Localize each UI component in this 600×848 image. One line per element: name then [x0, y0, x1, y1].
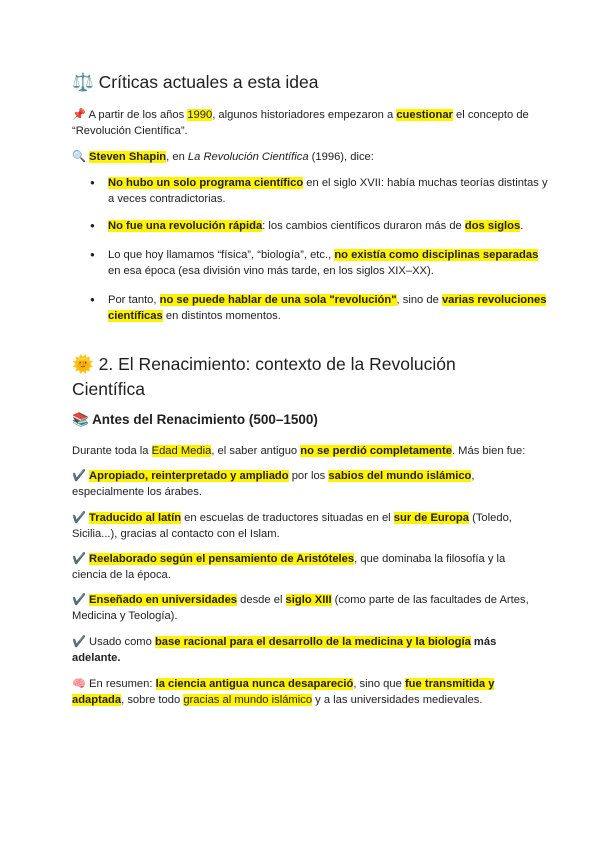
check-icon: ✔️: [72, 552, 86, 565]
highlight: sur de Europa: [393, 512, 469, 524]
highlight: Edad Media: [151, 445, 212, 457]
text: , que dominaba la filosofía y la ciencia de la época.: [72, 553, 506, 581]
highlight: Enseñado en universidades: [89, 594, 238, 606]
text: y a las universidades medievales.: [312, 694, 483, 706]
highlight: fue transmitida y adaptada: [72, 678, 495, 706]
text: (Toledo, Sicilia...), gracias al contacto con el Islam.: [72, 512, 512, 540]
text: , sino que: [353, 678, 405, 690]
text: el concepto de “Revolución Científica”.: [72, 109, 529, 137]
text: , sobre todo: [121, 694, 184, 706]
highlight: base racional para el desarrollo de la medicina y la biología: [154, 636, 471, 648]
text: , en: [166, 151, 188, 163]
text: , algunos historiadores empezaron a: [212, 109, 397, 121]
highlight-cuestionar: cuestionar: [396, 109, 453, 121]
highlight: siglo XIII: [285, 594, 332, 606]
highlight: Traducido al latín: [89, 512, 182, 524]
books-icon: 📚: [72, 412, 89, 428]
text: : los cambios científicos duraron más de: [262, 220, 465, 232]
paragraph-summary: [72, 676, 532, 708]
balance-scale-icon: ⚖️: [72, 73, 94, 93]
paragraph-shapin: [72, 149, 532, 165]
subsection-heading: [72, 411, 532, 429]
paragraph-edad-media: [72, 443, 532, 459]
check-icon: ✔️: [72, 469, 86, 482]
highlight: la ciencia antigua nunca desapareció: [155, 678, 354, 690]
text: en el siglo XVII: había muchas teorías distintas y a veces contradictorias.: [108, 177, 548, 205]
text: Durante toda la: [72, 445, 152, 457]
highlight: gracias al mundo islámico: [183, 694, 313, 706]
text: en distintos momentos.: [162, 310, 281, 322]
brain-icon: 🧠: [72, 677, 86, 690]
check-item: [72, 592, 532, 624]
pushpin-icon: 📌: [72, 108, 86, 121]
highlight-year: 1990: [187, 109, 213, 121]
text: Usado como: [85, 636, 155, 648]
list-item: [72, 218, 548, 234]
highlight: Reelaborado según el pensamiento de Aristóteles: [89, 553, 355, 565]
highlight: No fue una revolución rápida: [108, 220, 263, 232]
text: Por tanto,: [108, 294, 160, 306]
text: más adelante.: [72, 636, 497, 664]
highlight: no se puede hablar de una sola "revolución": [159, 294, 397, 306]
highlight: Apropiado, reinterpretado y ampliado: [89, 470, 289, 482]
magnifier-icon: 🔍: [72, 150, 86, 163]
check-item: [72, 551, 532, 583]
text: , especialmente los árabes.: [72, 470, 475, 498]
section-title: 2. El Renacimiento: contexto de la Revolución Científica: [72, 354, 456, 399]
text: desde el: [237, 594, 286, 606]
subsection-title: Antes del Renacimiento (500–1500): [92, 412, 318, 427]
highlight: dos siglos: [464, 220, 521, 232]
text: en escuelas de traductores situadas en el: [181, 512, 394, 524]
text: A partir de los años: [88, 109, 188, 121]
text: (como parte de las facultades de Artes, Medicina y Teología).: [72, 594, 529, 622]
highlight-author: Steven Shapin: [89, 151, 167, 163]
check-icon: ✔️: [72, 593, 86, 606]
text: (1996), dice:: [308, 151, 374, 163]
text: por los: [288, 470, 329, 482]
list-item: [72, 247, 548, 279]
highlight: no se perdió completamente: [300, 445, 452, 457]
text: .: [520, 220, 524, 232]
section-title: Críticas actuales a esta idea: [98, 72, 319, 92]
list-item: [72, 292, 548, 324]
text: , el saber antiguo: [211, 445, 301, 457]
section-heading-renacimiento: [72, 352, 532, 401]
text: En resumen:: [89, 678, 156, 690]
highlight: No hubo un solo programa científico: [108, 177, 304, 189]
sun-icon: 🌞: [72, 355, 94, 375]
highlight: varias revoluciones científicas: [108, 294, 547, 322]
highlight: no existía como disciplinas separadas: [334, 249, 539, 261]
section-heading-criticas: [72, 70, 532, 95]
text: . Más bien fue:: [451, 445, 526, 457]
text: , sino de: [396, 294, 442, 306]
check-item: [72, 510, 532, 542]
book-title: La Revolución Científica: [187, 151, 309, 163]
check-item: [72, 468, 532, 500]
check-icon: ✔️: [72, 511, 86, 524]
paragraph-intro: [72, 107, 532, 139]
check-icon: ✔️: [72, 635, 86, 648]
list-item: [72, 175, 548, 207]
highlight: sabios del mundo islámico: [328, 470, 472, 482]
text: Lo que hoy llamamos “física”, “biología”, etc.,: [108, 249, 335, 261]
text: en esa época (esa división vino más tarde, en los siglos XIX–XX).: [108, 265, 434, 277]
check-item: [72, 634, 532, 666]
